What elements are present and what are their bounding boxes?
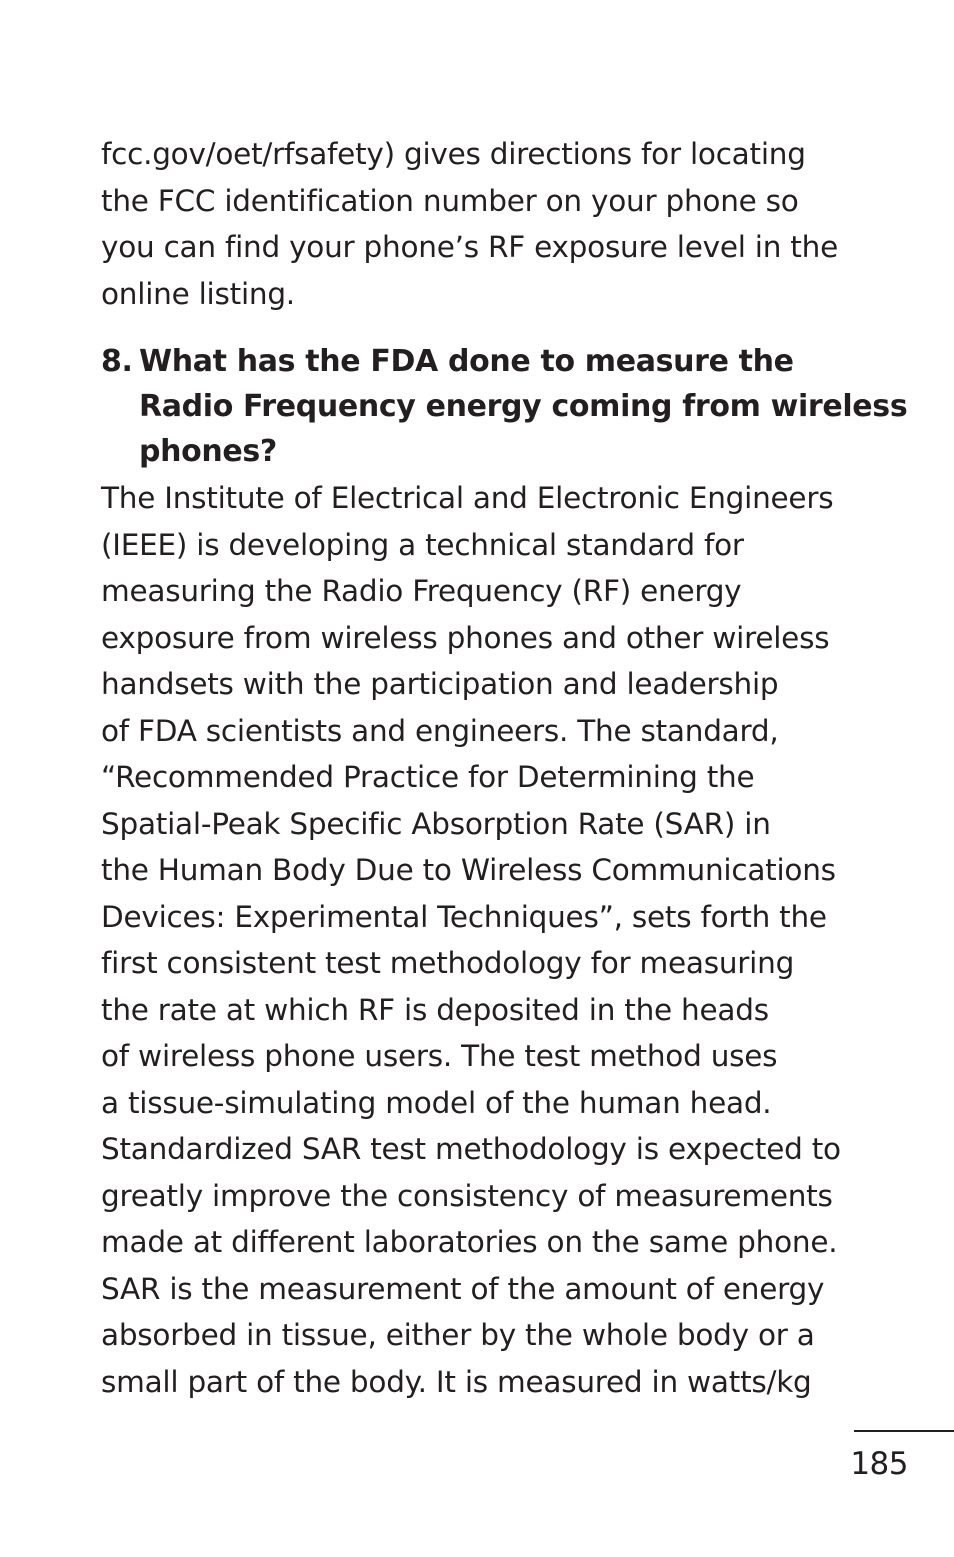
text-line: made at different laboratories on the same phone. [101, 1225, 838, 1259]
text-line: online listing. [101, 276, 295, 311]
question-number: 8. [101, 344, 133, 379]
text-line: The Institute of Electrical and Electronic Engineers [101, 481, 834, 515]
text-line: first consistent test methodology for measuring [101, 946, 795, 980]
answer-paragraph [101, 475, 891, 1405]
text-line: you can find your phone’s RF exposure level in the [101, 230, 838, 264]
text-line: exposure from wireless phones and other wireless [101, 620, 830, 655]
text-line: Devices: Experimental Techniques”, sets forth the [101, 899, 827, 934]
question-line: Radio Frequency energy coming from wireless [139, 389, 908, 424]
footer-rule [854, 1430, 954, 1432]
text-line: fcc.gov/oet/rfsafety) gives directions for locating [101, 137, 806, 171]
text-line: small part of the body. It is measured in watts/kg [101, 1364, 812, 1399]
text-line: the FCC identification number on your phone so [101, 183, 799, 218]
text-line: Spatial-Peak Specific Absorption Rate (SAR) in [101, 806, 771, 841]
text-line: a tissue-simulating model of the human head. [101, 1085, 772, 1120]
text-line: greatly improve the consistency of measurements [101, 1178, 833, 1213]
text-line: of FDA scientists and engineers. The standard, [101, 713, 779, 748]
page-number: 185 [850, 1446, 908, 1482]
text-line: “Recommended Practice for Determining the [101, 760, 755, 794]
text-line: measuring the Radio Frequency (RF) energy [101, 574, 742, 608]
text-line: (IEEE) is developing a technical standard for [101, 527, 744, 562]
text-line: SAR is the measurement of the amount of energy [101, 1271, 825, 1306]
text-line: of wireless phone users. The test method uses [101, 1039, 778, 1073]
question-line: What has the FDA done to measure the [139, 344, 794, 379]
question-line: phones? [139, 434, 277, 469]
text-line: absorbed in tissue, either by the whole body or a [101, 1318, 815, 1352]
text-line: the rate at which RF is deposited in the heads [101, 992, 769, 1027]
text-line: handsets with the participation and leadership [101, 667, 779, 701]
text-line: Standardized SAR test methodology is expected to [101, 1132, 841, 1166]
intro-paragraph [101, 131, 891, 317]
question-text [139, 339, 907, 474]
text-line: the Human Body Due to Wireless Communications [101, 853, 836, 887]
